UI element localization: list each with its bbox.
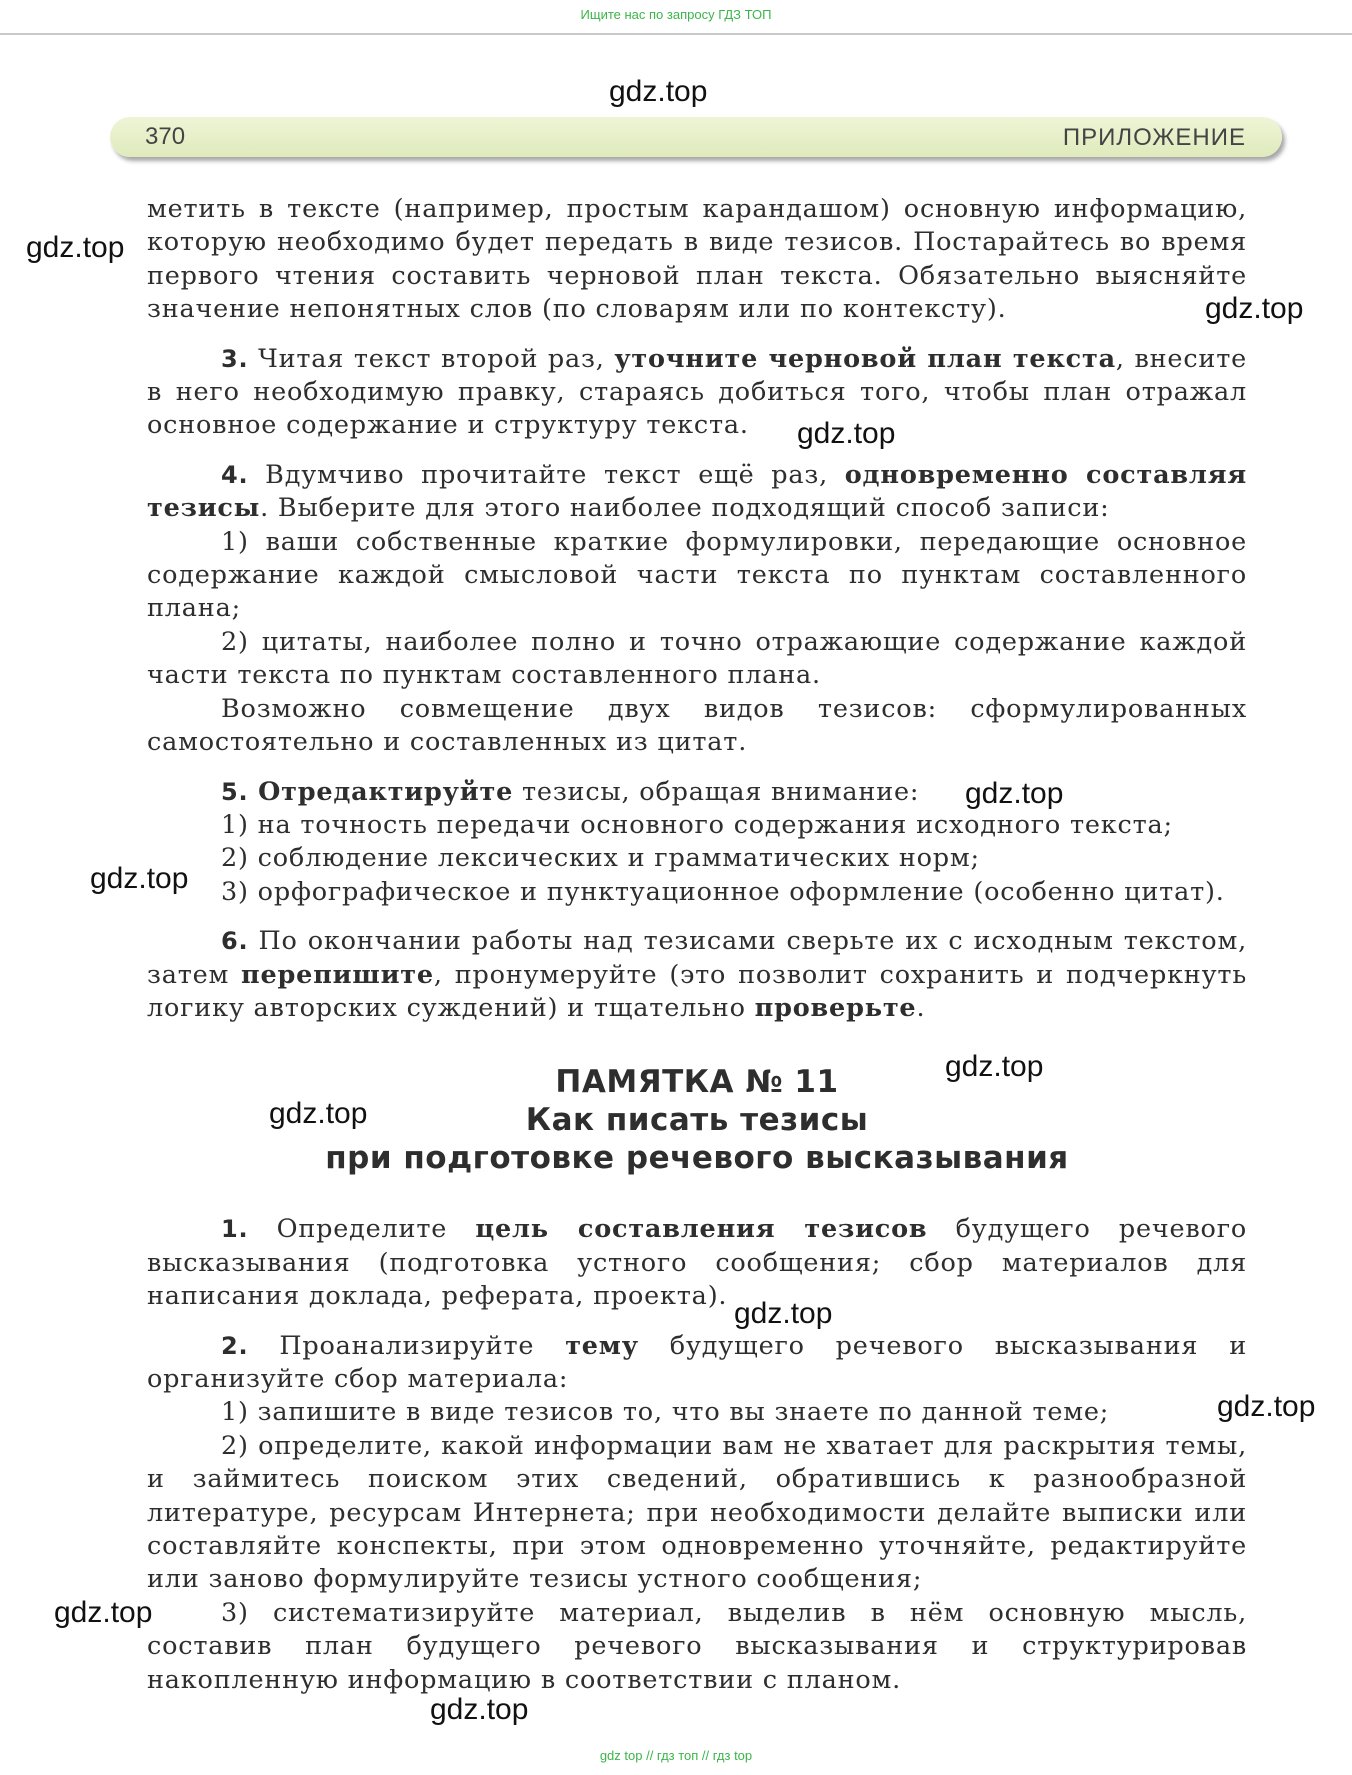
watermark: gdz.top: [430, 1693, 529, 1726]
memo-step-2: [147, 1330, 1247, 1397]
list-item: 2) определите, какой информации вам не хватает для раскрытия темы, и займитесь поиском этих сведений, обратившись к разнообразной литературе, ресурсам Интернета; при необходимости делайте выписки или составляйте конспекты, при этом одновременно уточняйте, редактируйте или заново формулируйте тезисы устного сообщения;: [147, 1430, 1247, 1595]
watermark: gdz.top: [965, 777, 1064, 810]
memo-title-line: при подготовке речевого высказывания: [325, 1140, 1069, 1177]
step-number: 6.: [221, 927, 249, 956]
text: будущего речевого высказывания и организуйте сбор материала:: [147, 1330, 1247, 1394]
list-item: 3) систематизируйте материал, выделив в нём основную мысль, составив план будущего речевого высказывания и структурировав накопленную информацию в соответствии с планом.: [147, 1597, 1247, 1695]
list-item: 1) на точность передачи основного содержания исходного текста;: [221, 809, 1173, 840]
watermark: gdz.top: [269, 1097, 368, 1130]
step-number: 2.: [221, 1331, 249, 1360]
text: тезисы, обращая внимание:: [513, 776, 920, 807]
step-5: [147, 776, 1247, 809]
step-6: [147, 925, 1247, 1025]
bold-text: перепишите: [241, 959, 434, 990]
bold-text: одновременно составляя тезисы: [147, 459, 1247, 524]
watermark: gdz.top: [797, 417, 896, 450]
step-4: [147, 459, 1247, 526]
text: , внесите в него необходимую правку, стараясь добиться того, чтобы план отражал основное содержание и структуру текста.: [147, 343, 1247, 441]
bold-text: проверьте: [754, 992, 917, 1023]
top-banner: [0, 0, 1352, 35]
page-content: [147, 193, 1247, 1697]
text: Вдумчиво прочитайте текст ещё раз,: [248, 459, 845, 490]
paragraph-intro: метить в тексте (например, простым карандашом) основную информацию, которую необходимо будет передать в виде тезисов. Постарайтесь во время первого чтения составить черновой план текста. Обязательно выясняйте значение непонятных слов (по словарям или по контексту).: [147, 194, 1247, 325]
text: будущего речевого высказывания (подготовка устного сообщения; сбор материалов для написания доклада, реферата, проекта).: [147, 1214, 1248, 1312]
footer: [0, 1748, 1352, 1763]
step-number: 1.: [221, 1215, 249, 1244]
text: Проанализируйте: [248, 1330, 566, 1361]
text: По окончании работы над тезисами сверьте их с исходным текстом, затем: [147, 926, 1247, 990]
note: Возможно совмещение двух видов тезисов: сформулированных самостоятельно и составленных из цитат.: [147, 693, 1247, 758]
bold-text: уточните черновой план текста: [614, 343, 1116, 374]
section-title: ПРИЛОЖЕНИЕ: [1062, 124, 1246, 151]
step-3: [147, 343, 1247, 443]
step-number: 5.: [221, 777, 249, 806]
text: .: [916, 992, 926, 1023]
step-number: 4.: [221, 460, 249, 489]
memo-title-line: ПАМЯТКА № 11: [555, 1064, 839, 1101]
watermark: gdz.top: [26, 231, 125, 264]
footer-text: gdz top // гдз топ // гдз top: [599, 1748, 753, 1763]
watermark: gdz.top: [1205, 292, 1304, 325]
watermark: gdz.top: [734, 1297, 833, 1330]
list-item: 3) орфографическое и пунктуационное оформление (особенно цитат).: [221, 876, 1225, 907]
bold-text: Отредактируйте: [248, 776, 514, 807]
watermark: gdz.top: [1217, 1390, 1316, 1423]
top-banner-text: Ищите нас по запросу ГДЗ ТОП: [580, 7, 772, 22]
step-number: 3.: [221, 344, 249, 373]
list-item: 2) цитаты, наиболее полно и точно отражающие содержание каждой части текста по пунктам составленного плана.: [147, 626, 1247, 691]
text: Читая текст второй раз,: [248, 343, 615, 374]
watermark: gdz.top: [90, 862, 189, 895]
watermark: gdz.top: [609, 75, 708, 108]
bold-text: тему: [565, 1330, 639, 1361]
text: Определите: [248, 1214, 476, 1245]
page-number: 370: [145, 123, 186, 150]
bold-text: цель составления тезисов: [475, 1214, 928, 1245]
watermark: gdz.top: [54, 1596, 153, 1629]
list-item: 1) запишите в виде тезисов то, что вы знаете по данной теме;: [221, 1397, 1110, 1428]
page-header: [110, 117, 1282, 157]
watermark: gdz.top: [945, 1050, 1044, 1083]
memo-title-line: Как писать тезисы: [525, 1102, 869, 1139]
text: . Выберите для этого наиболее подходящий способ записи:: [260, 493, 1110, 524]
list-item: 2) соблюдение лексических и грамматических норм;: [221, 843, 980, 874]
list-item: 1) ваши собственные краткие формулировки, передающие основное содержание каждой смысловой части текста по пунктам составленного плана;: [147, 526, 1247, 624]
memo-step-1: [147, 1213, 1247, 1313]
text: , пронумеруйте (это позволит сохранить и подчеркнуть логику авторских суждений) и тщательно: [147, 959, 1247, 1023]
